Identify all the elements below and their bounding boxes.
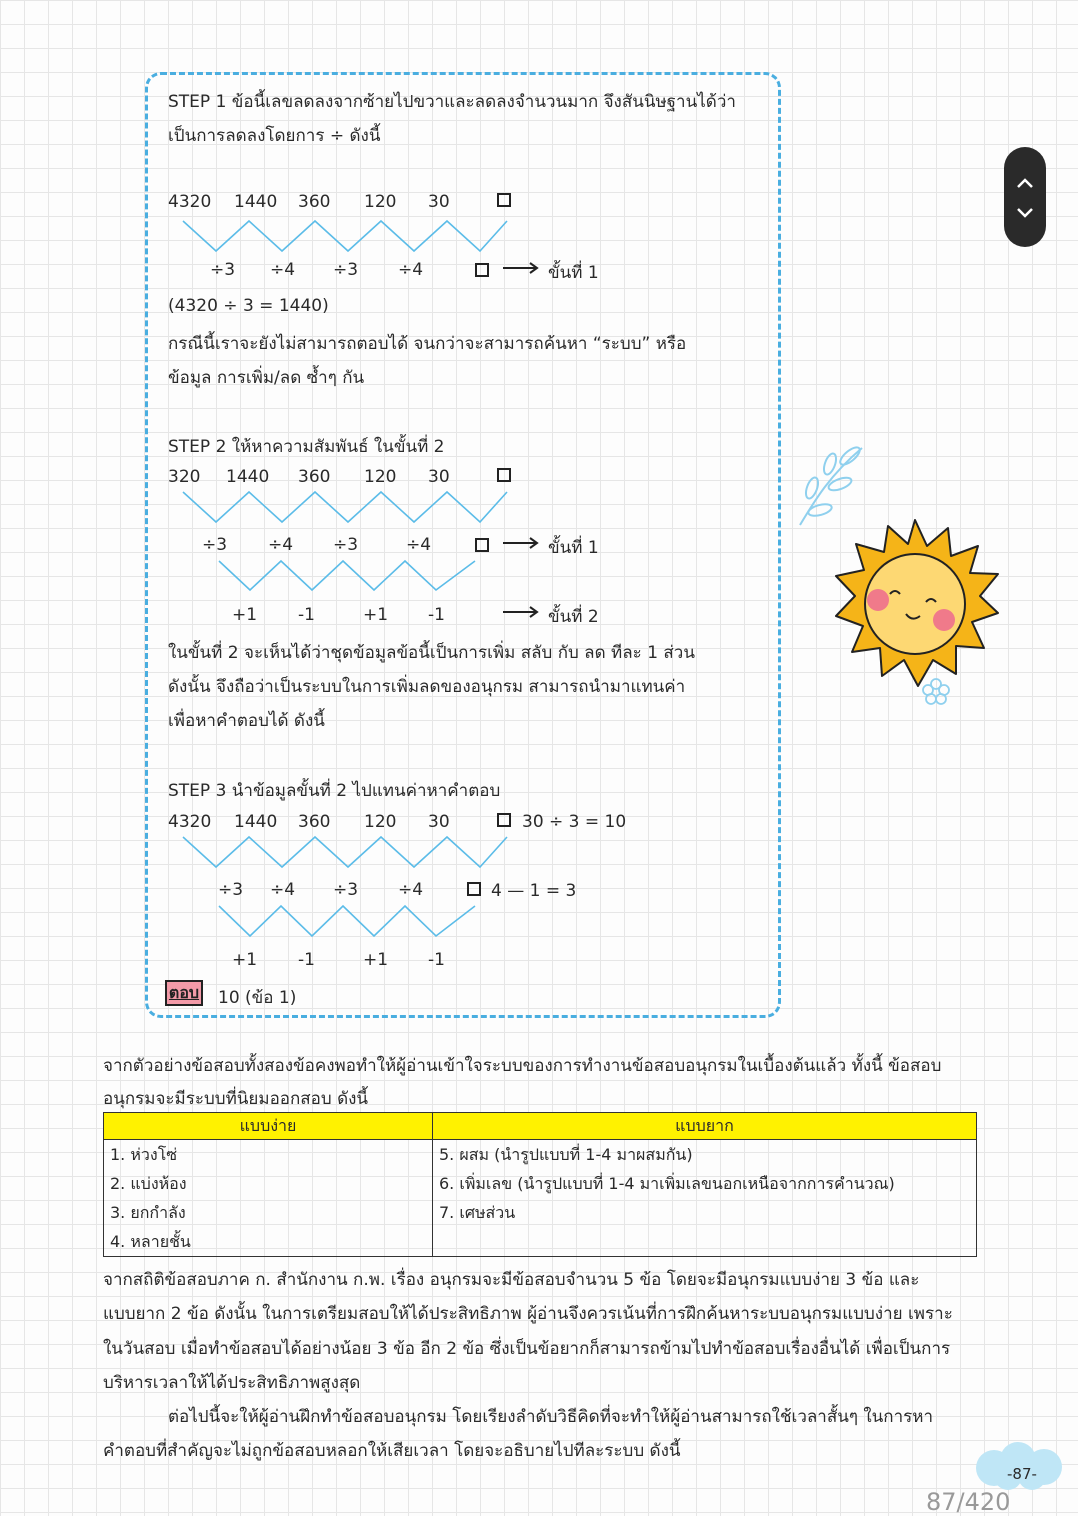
s2-num-4: 30 — [428, 467, 450, 487]
s2-text1: ในขั้นที่ 2 จะเห็นได้ว่าชุดข้อมูลข้อนี้เป็นการเพิ่ม สลับ กับ ลด ทีละ 1 ส่วน — [168, 643, 695, 663]
chevron-down-icon[interactable] — [1018, 209, 1032, 216]
s1-num-0: 4320 — [168, 192, 212, 212]
next-line2: คำตอบที่สำคัญจะไม่ถูกข้อสอบหลอกให้เสียเวลา โดยจะอธิบายไปทีละระบบ ดังนี้ — [103, 1441, 681, 1461]
s3-op-3: ÷4 — [398, 880, 424, 900]
s2-op2-1: -1 — [298, 605, 315, 625]
s2-num-0: 320 — [168, 467, 201, 487]
s3-blank-box-2 — [467, 880, 481, 899]
s1-op-2: ÷3 — [333, 260, 359, 280]
s1-note2: ข้อมูล การเพิ่ม/ลด ซ้ำๆ กัน — [168, 368, 365, 388]
s2-op-0: ÷3 — [202, 535, 228, 555]
s1-example: (4320 ÷ 3 = 1440) — [168, 296, 329, 316]
s1-num-2: 360 — [298, 192, 331, 212]
intro-line2: อนุกรมจะมีระบบที่นิยมออกสอบ ดังนี้ — [103, 1089, 369, 1109]
s3-calc1: 30 ÷ 3 = 10 — [522, 812, 627, 832]
answer-badge: ตอบ — [165, 980, 203, 1006]
s1-level-label: ขั้นที่ 1 — [548, 263, 599, 283]
leaf-branch-icon — [790, 440, 870, 530]
stats-line1: จากสถิติข้อสอบภาค ก. สำนักงาน ก.พ. เรื่อง อนุกรมจะมีข้อสอบจำนวน 5 ข้อ โดยจะมีอนุกรมแบบง่าย 3 ข้อ และ — [103, 1270, 920, 1290]
table-header-hard: แบบยาก — [433, 1113, 977, 1140]
s1-op-1: ÷4 — [270, 260, 296, 280]
s2-op-1: ÷4 — [268, 535, 294, 555]
s2-text2: ดังนั้น จึงถือว่าเป็นระบบในการเพิ่มลดของอนุกรม สามารถนำมาแทนค่า — [168, 677, 686, 697]
s2-op2-3: -1 — [428, 605, 445, 625]
step3-title: STEP 3 นำข้อมูลขั้นที่ 2 ไปแทนค่าหาคำตอบ — [168, 781, 501, 801]
s2-level2-label: ขั้นที่ 2 — [548, 607, 599, 627]
s1-op-3: ÷4 — [398, 260, 424, 280]
s2-op-3: ÷4 — [406, 535, 432, 555]
table-cell: 4. หลายชั้น — [104, 1227, 433, 1257]
table-cell — [433, 1227, 977, 1257]
s3-op-0: ÷3 — [218, 880, 244, 900]
chevron-up-icon[interactable] — [1018, 180, 1032, 187]
table-cell: 3. ยกกำลัง — [104, 1198, 433, 1227]
s1-num-4: 30 — [428, 192, 450, 212]
s2-level1-label: ขั้นที่ 1 — [548, 538, 599, 558]
table-cell: 7. เศษส่วน — [433, 1198, 977, 1227]
intro-line1: จากตัวอย่างข้อสอบทั้งสองข้อคงพอทำให้ผู้อ่านเข้าใจระบบของการทำงานข้อสอบอนุกรมในเบื้องต้นแล้ว ทั้งนี้ ข้อสอบ — [103, 1056, 942, 1076]
answer-text: 10 (ข้อ 1) — [218, 988, 297, 1008]
s2-num-3: 120 — [364, 467, 397, 487]
page-nav — [1004, 147, 1046, 247]
s1-blank-box-2 — [475, 261, 489, 280]
s3-num-4: 30 — [428, 812, 450, 832]
stats-line3: ในวันสอบ เมื่อทำข้อสอบได้อย่างน้อย 3 ข้อ อีก 2 ข้อ ซึ่งเป็นข้อยากก็สามารถข้ามไปทำข้อสอบเรื่องอื่นได้ เพื่อเป็นการ — [103, 1339, 951, 1359]
page-number: -87- — [1007, 1465, 1037, 1483]
table-header-easy: แบบง่าย — [104, 1113, 433, 1140]
s3-op2-1: -1 — [298, 950, 315, 970]
series-type-table — [103, 1112, 977, 1257]
step1-line2: เป็นการลดลงโดยการ ÷ ดังนี้ — [168, 126, 381, 146]
flower-icon — [920, 676, 952, 708]
table-cell: 2. แบ่งห้อง — [104, 1169, 433, 1198]
s2-blank-box — [497, 466, 511, 485]
s3-blank-box — [497, 811, 511, 830]
page-counter: 87/420 — [926, 1488, 1011, 1516]
stats-line2: แบบยาก 2 ข้อ ดังนั้น ในการเตรียมสอบให้ได้ประสิทธิภาพ ผู้อ่านจึงควรเน้นที่การฝึกค้นหาระบบอนุกรมแบบง่าย เพราะ — [103, 1304, 953, 1324]
s1-op-0: ÷3 — [210, 260, 236, 280]
s3-num-0: 4320 — [168, 812, 212, 832]
next-line1: ต่อไปนี้จะให้ผู้อ่านฝึกทำข้อสอบอนุกรม โดยเรียงลำดับวิธีคิดที่จะทำให้ผู้อ่านสามารถใช้เวลาสั้นๆ ในการหา — [168, 1407, 934, 1427]
s2-num-1: 1440 — [226, 467, 270, 487]
s1-num-1: 1440 — [234, 192, 278, 212]
s3-num-3: 120 — [364, 812, 397, 832]
s3-calc2: 4 — 1 = 3 — [491, 881, 577, 901]
s1-num-3: 120 — [364, 192, 397, 212]
s1-note1: กรณีนี้เราจะยังไม่สามารถตอบได้ จนกว่าจะสามารถค้นหา “ระบบ” หรือ — [168, 334, 687, 354]
s2-blank-box-2 — [475, 536, 489, 555]
s3-op2-0: +1 — [232, 950, 258, 970]
table-cell: 6. เพิ่มเลข (นำรูปแบบที่ 1-4 มาเพิ่มเลขนอกเหนือจากการคำนวณ) — [433, 1169, 977, 1198]
s3-op-1: ÷4 — [270, 880, 296, 900]
table-cell: 5. ผสม (นำรูปแบบที่ 1-4 มาผสมกัน) — [433, 1140, 977, 1170]
s2-text3: เพื่อหาคำตอบได้ ดังนี้ — [168, 711, 325, 731]
s2-op-2: ÷3 — [333, 535, 359, 555]
s3-num-1: 1440 — [234, 812, 278, 832]
step1-line1: STEP 1 ข้อนี้เลขลดลงจากซ้ายไปขวาและลดลงจำนวนมาก จึงสันนิษฐานได้ว่า — [168, 92, 736, 112]
s2-op2-0: +1 — [232, 605, 258, 625]
stats-line4: บริหารเวลาให้ได้ประสิทธิภาพสูงสุด — [103, 1373, 361, 1393]
s3-op2-2: +1 — [363, 950, 389, 970]
table-cell: 1. ห่วงโซ่ — [104, 1140, 433, 1170]
sun-face-icon — [830, 518, 1000, 688]
s2-num-2: 360 — [298, 467, 331, 487]
s3-num-2: 360 — [298, 812, 331, 832]
s3-op2-3: -1 — [428, 950, 445, 970]
s2-op2-2: +1 — [363, 605, 389, 625]
s3-op-2: ÷3 — [333, 880, 359, 900]
step2-title: STEP 2 ให้หาความสัมพันธ์ ในขั้นที่ 2 — [168, 437, 445, 457]
